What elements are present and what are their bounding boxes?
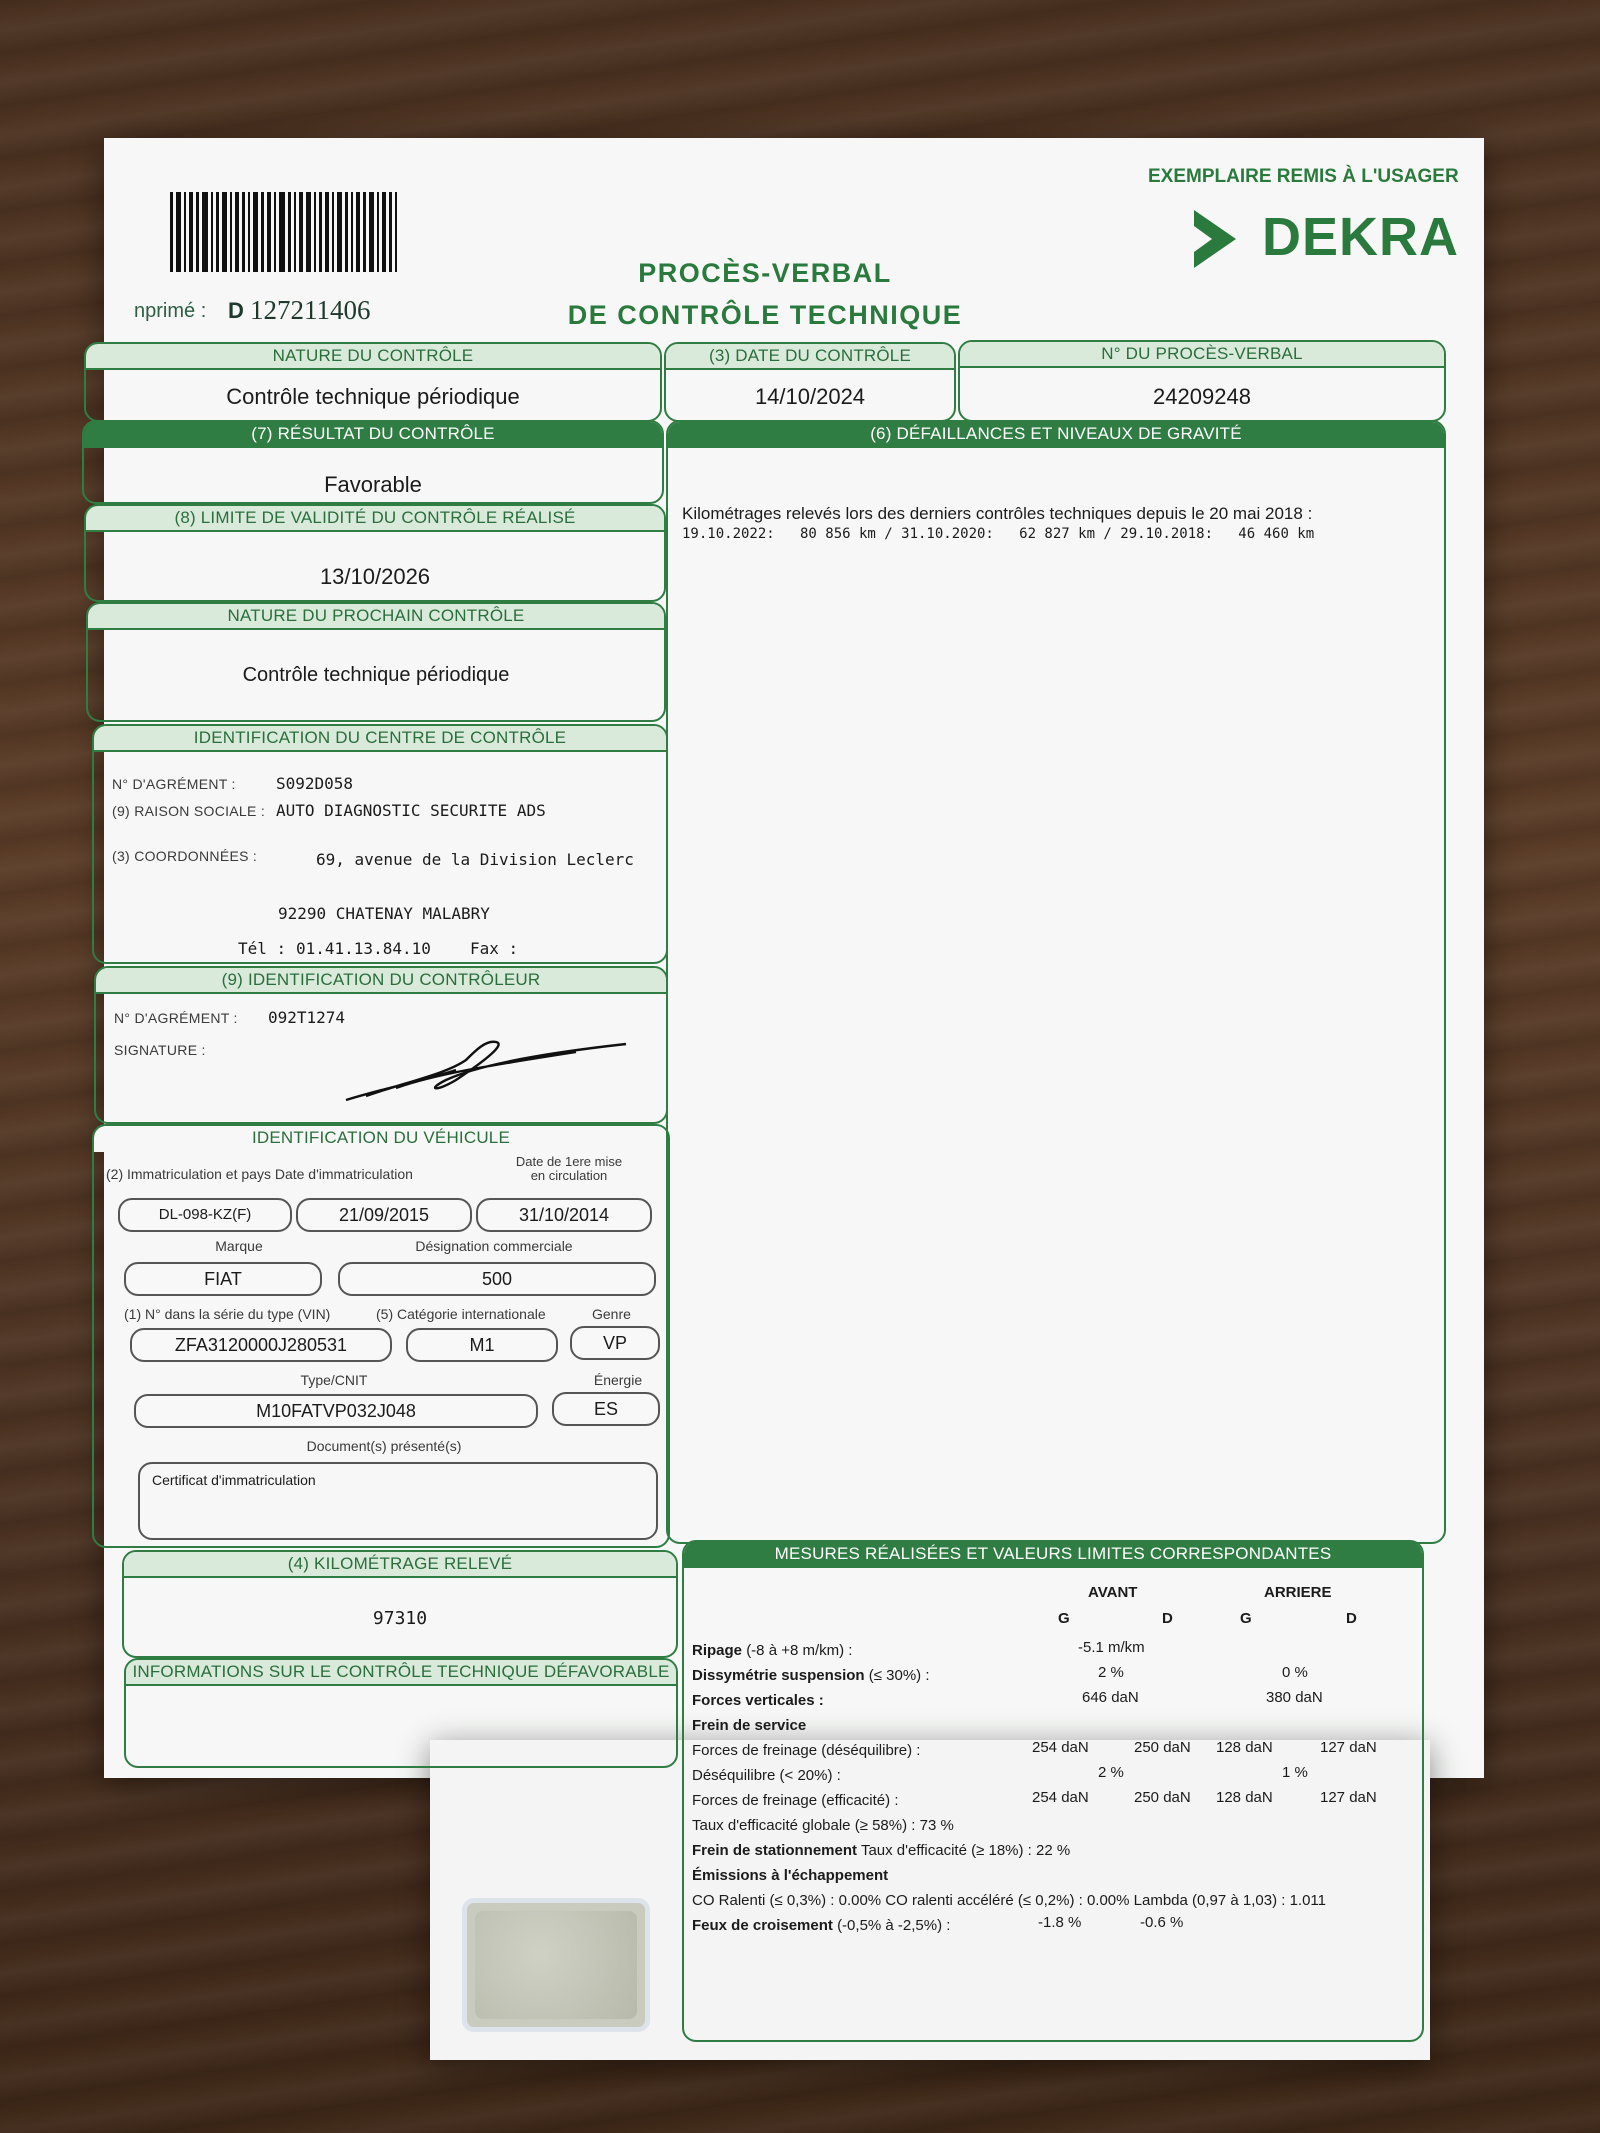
barcode-bar — [242, 192, 245, 272]
prochain-controle-value: Contrôle technique périodique — [242, 664, 510, 686]
barcode — [170, 192, 500, 272]
vin-label: (1) N° dans la série du type (VIN) — [124, 1306, 331, 1322]
first-circulation-label-2: en circulation — [530, 1168, 608, 1183]
controller-signature — [336, 1030, 636, 1110]
date-controle-value: 14/10/2024 — [754, 384, 866, 409]
prochain-controle-box — [86, 602, 666, 722]
barcode-bar — [189, 192, 193, 272]
barcode-bar — [299, 192, 303, 272]
vin-value: ZFA3120000J280531 — [130, 1328, 392, 1362]
coordonnees-label: (3) COORDONNÉES : — [112, 848, 258, 864]
barcode-bar — [230, 192, 232, 272]
address-line-1: 69, avenue de la Division Leclerc — [316, 850, 634, 869]
defaillances-box — [666, 420, 1446, 1544]
pv-number-box — [958, 340, 1446, 422]
documents-label: Document(s) présenté(s) — [306, 1438, 462, 1454]
arriere-header: ARRIERE — [1264, 1584, 1332, 1601]
avant-d-header: D — [1162, 1610, 1173, 1627]
controleur-agrement-label: N° D'AGRÉMENT : — [114, 1010, 238, 1026]
kilometrage-header: (4) KILOMÉTRAGE RELEVÉ — [124, 1552, 676, 1578]
controleur-agrement-value: 092T1274 — [268, 1008, 346, 1027]
feux-croisement-g: -1.8 % — [1038, 1914, 1082, 1931]
hologram-sticker — [462, 1898, 650, 2032]
address-line-2: 92290 CHATENAY MALABRY — [278, 904, 490, 923]
freinage-desequilibre-arriere-d: 127 daN — [1320, 1739, 1377, 1756]
printed-number: 127211406 — [250, 295, 371, 325]
barcode-bar — [306, 192, 311, 272]
centre-agrement-value: S092D058 — [276, 774, 354, 793]
avant-g-header: G — [1058, 1610, 1070, 1627]
defaillances-header: (6) DÉFAILLANCES ET NIVEAUX DE GRAVITÉ — [668, 422, 1444, 448]
barcode-bar — [382, 192, 386, 272]
vehicule-header: IDENTIFICATION DU VÉHICULE — [94, 1126, 668, 1152]
barcode-bar — [288, 192, 291, 272]
raison-sociale-label: (9) RAISON SOCIALE : — [112, 803, 266, 819]
barcode-bar — [395, 192, 397, 272]
barcode-bar — [332, 192, 334, 272]
barcode-bar — [389, 192, 392, 272]
freinage-efficacite-label: Forces de freinage (efficacité) : — [692, 1792, 899, 1809]
resultat-value: Favorable — [324, 472, 422, 497]
defavorable-box — [124, 1658, 678, 1768]
type-cnit-label: Type/CNIT — [300, 1372, 368, 1388]
barcode-bar — [202, 192, 208, 272]
barcode-bar — [294, 192, 296, 272]
freinage-desequilibre-avant-g: 254 daN — [1032, 1739, 1089, 1756]
barcode-bar — [337, 192, 342, 272]
validite-header: (8) LIMITE DE VALIDITÉ DU CONTRÔLE RÉALISÉ — [86, 506, 664, 532]
ripage-row: Ripage (-8 à +8 m/km) : — [692, 1642, 853, 1659]
centre-controle-header: IDENTIFICATION DU CENTRE DE CONTRÔLE — [94, 726, 666, 752]
freinage-efficacite-avant-g: 254 daN — [1032, 1789, 1089, 1806]
date-controle-header: (3) DATE DU CONTRÔLE — [666, 344, 954, 370]
energie-label: Énergie — [593, 1372, 643, 1388]
genre-value: VP — [570, 1326, 660, 1360]
barcode-bar — [356, 192, 360, 272]
freinage-efficacite-arriere-d: 127 daN — [1320, 1789, 1377, 1806]
pv-number-value: 24209248 — [1153, 384, 1251, 409]
barcode-bar — [279, 192, 285, 272]
barcode-bar — [261, 192, 264, 272]
immat-label: (2) Immatriculation et pays Date d'immatriculation — [106, 1166, 413, 1182]
emissions-label: Émissions à l'échappement — [692, 1867, 889, 1884]
document-subtitle: DE CONTRÔLE TECHNIQUE — [567, 300, 963, 330]
barcode-bar — [351, 192, 353, 272]
printed-label: nprimé : — [134, 300, 207, 322]
dissymetrie-arriere: 0 % — [1282, 1664, 1308, 1681]
fax-label: Fax : — [470, 939, 519, 958]
forces-verticales-arriere: 380 daN — [1266, 1689, 1323, 1706]
marque-label: Marque — [215, 1238, 263, 1254]
freinage-efficacite-arriere-g: 128 daN — [1216, 1789, 1273, 1806]
document-value: Certificat d'immatriculation — [152, 1472, 316, 1488]
prochain-controle-header: NATURE DU PROCHAIN CONTRÔLE — [88, 604, 664, 630]
validite-value: 13/10/2026 — [319, 564, 431, 589]
signature-label: SIGNATURE : — [114, 1042, 206, 1058]
freinage-efficacite-avant-d: 250 daN — [1134, 1789, 1191, 1806]
pv-number-header: N° DU PROCÈS-VERBAL — [960, 342, 1444, 368]
nature-controle-header: NATURE DU CONTRÔLE — [86, 344, 660, 370]
type-cnit-value: M10FATVP032J048 — [134, 1394, 538, 1428]
resultat-header: (7) RÉSULTAT DU CONTRÔLE — [84, 422, 662, 448]
nature-controle-box — [84, 342, 662, 422]
taux-efficacite-globale: Taux d'efficacité globale (≥ 58%) : 73 % — [692, 1817, 954, 1834]
validite-box — [84, 504, 666, 602]
controleur-box — [94, 966, 668, 1124]
marque-value: FIAT — [124, 1262, 322, 1296]
categorie-label: (5) Catégorie internationale — [376, 1306, 546, 1322]
dissymetrie-avant: 2 % — [1098, 1664, 1124, 1681]
defavorable-header: INFORMATIONS SUR LE CONTRÔLE TECHNIQUE DÉFAVORABLE — [126, 1660, 676, 1686]
barcode-bar — [369, 192, 374, 272]
arriere-d-header: D — [1346, 1610, 1357, 1627]
barcode-bar — [377, 192, 379, 272]
barcode-bar — [216, 192, 219, 272]
barcode-bar — [170, 192, 173, 272]
barcode-bar — [363, 192, 366, 272]
kilometrage-box — [122, 1550, 678, 1658]
arriere-g-header: G — [1240, 1610, 1252, 1627]
barcode-bar — [235, 192, 239, 272]
freinage-desequilibre-label: Forces de freinage (déséquilibre) : — [692, 1742, 921, 1759]
date-immatriculation-value: 21/09/2015 — [296, 1198, 472, 1232]
brand-name: DEKRA — [1262, 207, 1460, 267]
document-title: PROCÈS-VERBAL — [638, 258, 892, 288]
tel-value: 01.41.13.84.10 — [296, 939, 431, 958]
controleur-header: (9) IDENTIFICATION DU CONTRÔLEUR — [96, 968, 666, 994]
first-circulation-value: 31/10/2014 — [476, 1198, 652, 1232]
designation-label: Désignation commerciale — [415, 1238, 573, 1254]
nature-controle-value: Contrôle technique périodique — [226, 384, 520, 409]
barcode-bar — [176, 192, 181, 272]
energie-value: ES — [552, 1392, 660, 1426]
frein-stationnement-row: Frein de stationnement Taux d'efficacité (≥ 18%) : 22 % — [692, 1842, 1071, 1859]
copy-label: EXEMPLAIRE REMIS À L'USAGER — [1148, 166, 1459, 187]
forces-verticales-avant: 646 daN — [1082, 1689, 1139, 1706]
categorie-value: M1 — [406, 1328, 558, 1362]
barcode-bar — [314, 192, 316, 272]
barcode-bar — [253, 192, 258, 272]
first-circulation-label-1: Date de 1ere mise — [515, 1154, 623, 1169]
desequilibre-label: Déséquilibre (< 20%) : — [692, 1767, 841, 1784]
freinage-desequilibre-arriere-g: 128 daN — [1216, 1739, 1273, 1756]
kilometrages-history-values: 19.10.2022: 80 856 km / 31.10.2020: 62 827 km / 29.10.2018: 46 460 km — [682, 526, 1315, 542]
barcode-bar — [319, 192, 322, 272]
documents-field — [138, 1462, 658, 1540]
mesures-box — [682, 1540, 1424, 2042]
vehicule-box — [92, 1124, 670, 1548]
barcode-bar — [248, 192, 250, 272]
barcode-bar — [184, 192, 186, 272]
barcode-bar — [267, 192, 271, 272]
feux-croisement-row: Feux de croisement (-0,5% à -2,5%) : — [692, 1917, 951, 1934]
kilometrage-value: 97310 — [372, 1608, 428, 1629]
date-controle-box — [664, 342, 956, 422]
barcode-bar — [222, 192, 227, 272]
barcode-bar — [325, 192, 329, 272]
tel-label: Tél : — [238, 939, 287, 958]
co-emissions-line: CO Ralenti (≤ 0,3%) : 0.00% CO ralenti accéléré (≤ 0,2%) : 0.00% Lambda (0,97 à 1,03) : 1.011 — [692, 1892, 1326, 1909]
barcode-bar — [345, 192, 348, 272]
designation-value: 500 — [338, 1262, 656, 1296]
mesures-header: MESURES RÉALISÉES ET VALEURS LIMITES CORRESPONDANTES — [684, 1542, 1422, 1568]
centre-controle-box — [92, 724, 668, 964]
barcode-bar — [196, 192, 199, 272]
desequilibre-avant: 2 % — [1098, 1764, 1124, 1781]
raison-sociale-value: AUTO DIAGNOSTIC SECURITE ADS — [276, 801, 546, 820]
dissymetrie-row: Dissymétrie suspension (≤ 30%) : — [692, 1667, 930, 1684]
feux-croisement-d: -0.6 % — [1140, 1914, 1184, 1931]
barcode-bar — [274, 192, 276, 272]
kilometrages-history-title: Kilométrages relevés lors des derniers contrôles techniques depuis le 20 mai 2018 : — [682, 504, 1313, 523]
dekra-logo-icon — [1190, 206, 1240, 272]
resultat-box — [82, 420, 664, 504]
freinage-desequilibre-avant-d: 250 daN — [1134, 1739, 1191, 1756]
printed-prefix: D — [228, 298, 244, 323]
forces-verticales-label: Forces verticales : — [692, 1692, 824, 1709]
genre-label: Genre — [592, 1306, 631, 1322]
desequilibre-arriere: 1 % — [1282, 1764, 1308, 1781]
centre-agrement-label: N° D'AGRÉMENT : — [112, 776, 236, 792]
frein-service-label: Frein de service — [692, 1717, 807, 1734]
immatriculation-value: DL-098-KZ(F) — [118, 1198, 292, 1232]
barcode-bar — [211, 192, 213, 272]
avant-header: AVANT — [1088, 1584, 1138, 1601]
ripage-value: -5.1 m/km — [1078, 1639, 1145, 1656]
